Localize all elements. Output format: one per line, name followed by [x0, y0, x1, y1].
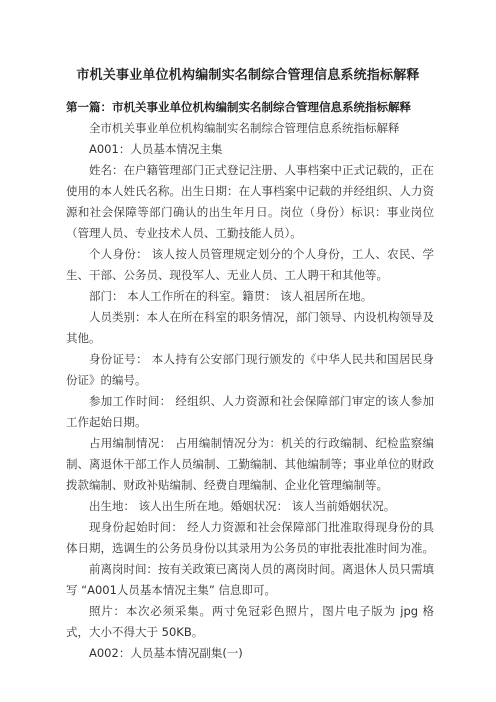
paragraph: 身份证号： 本人持有公安部门现行颁发的《中华人民共和国居民身份证》的编号。: [66, 352, 434, 387]
paragraph: A002：人员基本情况副集(一): [89, 646, 243, 660]
paragraph: 现身份起始时间： 经人力资源和社会保障部门批准取得现身份的具体日期，选调生的公务员身份以其录用为公务员的审批表批准时间为准。: [66, 520, 434, 555]
paragraph: 个人身份： 该人按人员管理规定划分的个人身份，工人、农民、学生、干部、公务员、现役军人、无业人员、工人聘干和其他等。: [66, 247, 434, 282]
paragraph: 照片：本次必须采集。两寸免冠彩色照片，图片电子版为 jpg 格式，大小不得大于 50KB。: [66, 604, 434, 639]
paragraph: 前离岗时间：按有关政策已离岗人员的离岗时间。离退休人员只需填写 “A001人员基本情况主集” 信息即可。: [66, 562, 434, 597]
paragraph: 出生地： 该人出生所在地。婚姻状况： 该人当前婚姻状况。: [89, 499, 396, 513]
paragraph: 人员类别：本人在所在科室的职务情况，部门领导、内设机构领导及其他。: [66, 310, 434, 345]
paragraph: 全市机关事业单位机构编制实名制综合管理信息系统指标解释: [89, 121, 400, 135]
section-heading: 第一篇：市机关事业单位机构编制实名制综合管理信息系统指标解释: [66, 100, 411, 114]
paragraph: 姓名：在户籍管理部门正式登记注册、人事档案中正式记载的，正在使用的本人姓氏名称。出生日期：在人事档案中记载的并经组织、人力资源和社会保障等部门确认的出生年月日。岗位（身份）标识：事业岗位（管理人员、专业技术人员、工勤技能人员）。: [66, 163, 434, 240]
paragraph: 占用编制情况： 占用编制情况分为：机关的行政编制、纪检监察编制、离退休干部工作人员编制、工勤编制、其他编制等；事业单位的财政拨款编制、财政补贴编制、经费自理编制、企业化管理编制等。: [66, 436, 434, 492]
paragraph: 参加工作时间： 经组织、人力资源和社会保障部门审定的该人参加工作起始日期。: [66, 394, 434, 429]
document-title: 市机关事业单位机构编制实名制综合管理信息系统指标解释: [76, 68, 420, 83]
document-body: [66, 97, 434, 664]
paragraph: 部门： 本人工作所在的科室。籍贯： 该人祖居所在地。: [89, 289, 373, 303]
paragraph: A001：人员基本情况主集: [89, 142, 223, 156]
